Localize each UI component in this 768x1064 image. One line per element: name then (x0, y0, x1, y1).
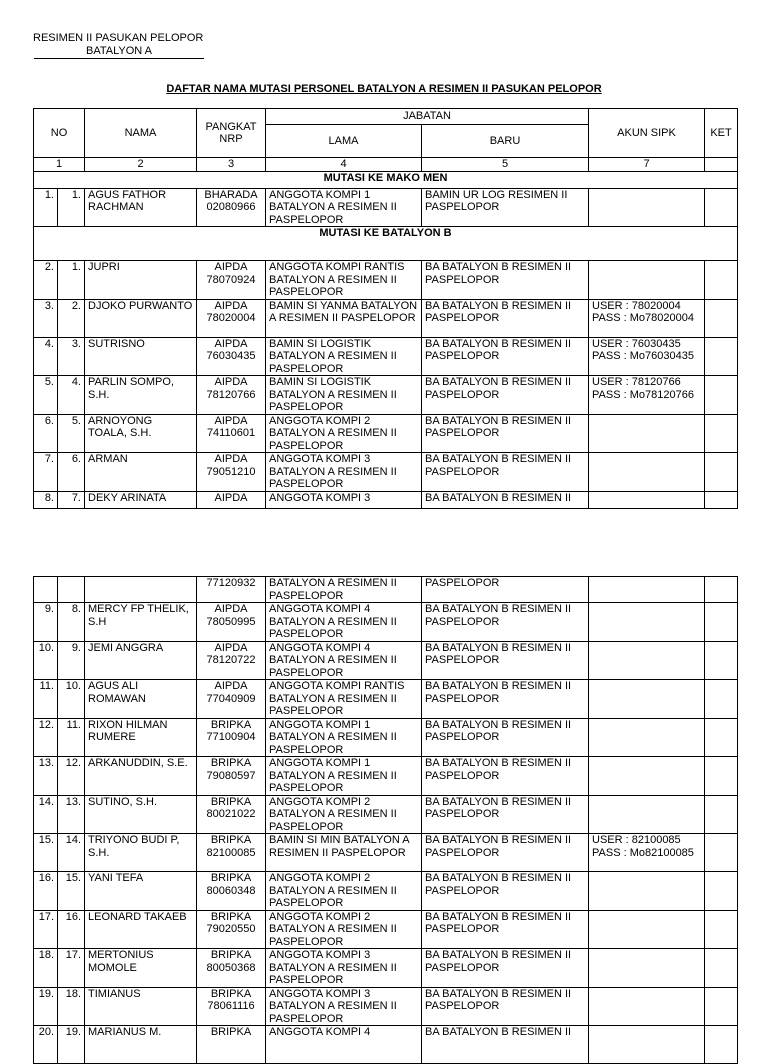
row-nama: MARIANUS M. (85, 1026, 197, 1064)
row-nrp: 77040909 (206, 692, 256, 705)
col-nama: NAMA (85, 109, 197, 158)
row-sub-number: 19. (58, 1026, 85, 1064)
row-pangkat-nrp (197, 757, 266, 796)
col-baru: BARU (422, 125, 589, 158)
row-pangkat-nrp (197, 261, 266, 300)
row-nama: MERTONIUS MOMOLE (85, 949, 197, 988)
table-row (34, 718, 738, 757)
row-nrp: 77120932 (206, 577, 256, 589)
row-pangkat: AIPDA (214, 603, 248, 615)
row-pangkat-nrp (197, 414, 266, 453)
row-akun-sipk: USER : 82100085 PASS : Mo82100085 (589, 834, 705, 872)
row-nrp: 82100085 (206, 846, 256, 859)
row-ket (705, 376, 738, 415)
row-ket (705, 795, 738, 834)
row-jabatan-baru: BA BATALYON B RESIMEN II PASPELOPOR (422, 603, 589, 642)
row-number: 11. (34, 680, 58, 719)
row-pangkat-nrp (197, 872, 266, 911)
row-number: 4. (34, 337, 58, 376)
row-jabatan-lama: ANGGOTA KOMPI RANTIS BATALYON A RESIMEN II PASPELOPOR (266, 261, 422, 300)
row-number: 20. (34, 1026, 58, 1064)
row-ket (705, 949, 738, 988)
row-number: 19. (34, 987, 58, 1026)
row-nrp: 79020550 (206, 923, 256, 936)
row-pangkat: BRIPKA (210, 872, 252, 885)
row-ket (705, 299, 738, 337)
row-akun-sipk (589, 453, 705, 492)
row-ket (705, 718, 738, 757)
row-pangkat: AIPDA (214, 491, 248, 504)
row-pangkat-nrp (197, 577, 266, 603)
row-number: 13. (34, 757, 58, 796)
row-pangkat-nrp (197, 987, 266, 1026)
row-ket (705, 261, 738, 300)
row-akun-sipk (589, 641, 705, 680)
col-no: NO (34, 109, 85, 158)
table-row (34, 910, 738, 949)
row-number: 7. (34, 453, 58, 492)
row-nrp: 78070924 (206, 273, 256, 286)
col-num-5: 5 (422, 158, 589, 172)
row-jabatan-baru: BA BATALYON B RESIMEN II PASPELOPOR (422, 949, 589, 988)
row-akun-sipk (589, 577, 705, 603)
header-underline (34, 58, 204, 59)
row-jabatan-lama: ANGGOTA KOMPI 2 BATALYON A RESIMEN II PASPELOPOR (266, 414, 422, 453)
row-nama: ARNOYONG TOALA, S.H. (85, 414, 197, 453)
row-sub-number: 16. (58, 910, 85, 949)
row-pangkat-nrp (197, 910, 266, 949)
row-jabatan-lama: ANGGOTA KOMPI 2 BATALYON A RESIMEN II PASPELOPOR (266, 910, 422, 949)
table-row (34, 261, 738, 300)
row-jabatan-baru: BA BATALYON B RESIMEN II PASPELOPOR (422, 718, 589, 757)
row-jabatan-baru: BA BATALYON B RESIMEN II PASPELOPOR (422, 795, 589, 834)
row-nama: MERCY FP THELIK, S.H (85, 603, 197, 642)
row-sub-number: 6. (58, 453, 85, 492)
row-nrp: 79080597 (206, 769, 256, 782)
table-row (34, 1026, 738, 1064)
row-akun-sipk (589, 872, 705, 911)
row-pangkat-nrp (197, 949, 266, 988)
row-jabatan-lama: ANGGOTA KOMPI 3 (266, 491, 422, 508)
table-row (34, 834, 738, 872)
row-nrp: 78061116 (207, 1000, 255, 1013)
row-nama: AGUS ALI ROMAWAN (85, 680, 197, 719)
row-pangkat: BRIPKA (210, 795, 252, 808)
row-pangkat-nrp (197, 718, 266, 757)
row-number: 2. (34, 261, 58, 300)
row-number: 10. (34, 641, 58, 680)
row-jabatan-baru: BAMIN UR LOG RESIMEN II PASPELOPOR (422, 188, 589, 227)
row-pangkat: BHARADA (204, 188, 258, 201)
row-pangkat: BRIPKA (210, 949, 252, 962)
document-title: DAFTAR NAMA MUTASI PERSONEL BATALYON A RESIMEN II PASUKAN PELOPOR (166, 83, 602, 95)
row-pangkat: BRIPKA (210, 1026, 252, 1039)
row-jabatan-lama: ANGGOTA KOMPI 3 BATALYON A RESIMEN II PASPELOPOR (266, 987, 422, 1026)
row-number: 14. (34, 795, 58, 834)
row-pangkat-nrp (197, 337, 266, 376)
row-jabatan-baru: BA BATALYON B RESIMEN II PASPELOPOR (422, 987, 589, 1026)
row-jabatan-lama: ANGGOTA KOMPI 1 BATALYON A RESIMEN II PASPELOPOR (266, 188, 422, 227)
row-pangkat: BRIPKA (210, 987, 252, 1000)
row-nama: TIMIANUS (85, 987, 197, 1026)
table-row (34, 337, 738, 376)
battalion-name: BATALYON A (85, 45, 153, 57)
row-nama: SUTRISNO (85, 337, 197, 376)
col-nrp: NRP (219, 133, 243, 145)
row-nama: JEMI ANGGRA (85, 641, 197, 680)
row-number: 6. (34, 414, 58, 453)
mutation-table-page-1 (33, 108, 738, 509)
col-jabatan: JABATAN (266, 109, 589, 125)
row-pangkat-nrp (197, 603, 266, 642)
row-pangkat-nrp (197, 795, 266, 834)
row-nrp: 76030435 (206, 350, 256, 363)
row-ket (705, 337, 738, 376)
row-jabatan-lama: ANGGOTA KOMPI 4 BATALYON A RESIMEN II PASPELOPOR (266, 603, 422, 642)
row-pangkat-nrp (197, 680, 266, 719)
row-pangkat-nrp (197, 1026, 266, 1064)
section-mako-men: MUTASI KE MAKO MEN (34, 171, 738, 188)
row-ket (705, 987, 738, 1026)
row-jabatan-lama: ANGGOTA KOMPI 3 BATALYON A RESIMEN II PASPELOPOR (266, 453, 422, 492)
table-row (34, 757, 738, 796)
row-nrp: 77100904 (206, 731, 256, 743)
row-sub-number: 3. (58, 337, 85, 376)
col-num-7: 7 (589, 158, 705, 172)
row-nama: JUPRI (85, 261, 197, 300)
row-nama (85, 577, 197, 603)
table-row (34, 795, 738, 834)
row-number: 8. (34, 491, 58, 508)
row-jabatan-baru: BA BATALYON B RESIMEN II PASPELOPOR (422, 376, 589, 415)
table-row (34, 949, 738, 988)
table-row (34, 577, 738, 603)
row-akun-sipk (589, 987, 705, 1026)
table-row (34, 299, 738, 337)
row-akun-sipk (589, 910, 705, 949)
table-row (34, 603, 738, 642)
row-akun-sipk: USER : 76030435 PASS : Mo76030435 (589, 337, 705, 376)
row-ket (705, 188, 738, 227)
row-jabatan-lama: ANGGOTA KOMPI 4 BATALYON A RESIMEN II PASPELOPOR (266, 641, 422, 680)
row-pangkat: BRIPKA (210, 910, 252, 923)
table-row (34, 491, 738, 508)
unit-name: RESIMEN II PASUKAN PELOPOR (33, 32, 204, 44)
row-jabatan-lama: ANGGOTA KOMPI 3 BATALYON A RESIMEN II PASPELOPOR (266, 949, 422, 988)
row-akun-sipk (589, 949, 705, 988)
row-pangkat-nrp (197, 834, 266, 872)
row-sub-number: 15. (58, 872, 85, 911)
row-nrp: 78120722 (206, 654, 256, 666)
row-jabatan-baru: BA BATALYON B RESIMEN II (422, 491, 589, 508)
row-pangkat: AIPDA (214, 337, 248, 350)
table-row (34, 987, 738, 1026)
col-num-4: 4 (266, 158, 422, 172)
row-nama: DEKY ARINATA (85, 491, 197, 508)
row-nama: LEONARD TAKAEB (85, 910, 197, 949)
row-jabatan-baru: BA BATALYON B RESIMEN II PASPELOPOR (422, 641, 589, 680)
row-sub-number: 13. (58, 795, 85, 834)
col-num-3: 3 (197, 158, 266, 172)
row-akun-sipk (589, 680, 705, 719)
row-ket (705, 641, 738, 680)
row-pangkat: BRIPKA (210, 718, 252, 731)
row-jabatan-lama: ANGGOTA KOMPI RANTIS BATALYON A RESIMEN II PASPELOPOR (266, 680, 422, 719)
row-nrp: 79051210 (206, 465, 256, 478)
row-sub-number: 4. (58, 376, 85, 415)
row-akun-sipk (589, 603, 705, 642)
row-akun-sipk (589, 188, 705, 227)
row-pangkat: AIPDA (214, 299, 248, 312)
row-ket (705, 1026, 738, 1064)
row-jabatan-baru: BA BATALYON B RESIMEN II PASPELOPOR (422, 299, 589, 337)
row-sub-number: 11. (58, 718, 85, 757)
row-jabatan-lama: ANGGOTA KOMPI 1 BATALYON A RESIMEN II PASPELOPOR (266, 718, 422, 757)
row-nama: RIXON HILMAN RUMERE (85, 718, 197, 757)
row-pangkat-nrp (197, 299, 266, 337)
row-jabatan-baru: BA BATALYON B RESIMEN II PASPELOPOR (422, 414, 589, 453)
col-num-1: 1 (34, 158, 85, 172)
row-jabatan-baru: BA BATALYON B RESIMEN II PASPELOPOR (422, 337, 589, 376)
row-pangkat: BRIPKA (210, 757, 252, 769)
col-ket: KET (705, 109, 738, 158)
col-akun-sipk: AKUN SIPK (589, 109, 705, 158)
table-row (34, 414, 738, 453)
row-pangkat-nrp (197, 376, 266, 415)
row-pangkat: AIPDA (214, 453, 248, 466)
row-nrp: 74110601 (206, 427, 256, 440)
row-jabatan-lama: BAMIN SI LOGISTIK BATALYON A RESIMEN II PASPELOPOR (266, 376, 422, 415)
row-pangkat: BRIPKA (210, 834, 252, 846)
row-ket (705, 577, 738, 603)
row-number: 16. (34, 872, 58, 911)
table-row (34, 641, 738, 680)
row-akun-sipk: USER : 78020004 PASS : Mo78020004 (589, 299, 705, 337)
row-number: 1. (34, 188, 58, 227)
row-akun-sipk (589, 795, 705, 834)
row-ket (705, 453, 738, 492)
row-jabatan-lama: BAMIN SI YANMA BATALYON A RESIMEN II PASPELOPOR (266, 299, 422, 337)
row-jabatan-lama: ANGGOTA KOMPI 2 BATALYON A RESIMEN II PASPELOPOR (266, 872, 422, 911)
row-sub-number: 1. (58, 261, 85, 300)
col-num-2: 2 (85, 158, 197, 172)
row-akun-sipk (589, 261, 705, 300)
row-number: 15. (34, 834, 58, 872)
row-nama: YANI TEFA (85, 872, 197, 911)
mutation-table-page-2 (33, 576, 738, 1064)
row-nrp: 02080966 (206, 201, 256, 213)
row-jabatan-baru: BA BATALYON B RESIMEN II PASPELOPOR (422, 453, 589, 492)
row-number: 9. (34, 603, 58, 642)
row-sub-number: 2. (58, 299, 85, 337)
col-num-ket (705, 158, 738, 172)
row-ket (705, 910, 738, 949)
row-nama: SUTINO, S.H. (85, 795, 197, 834)
row-jabatan-lama: ANGGOTA KOMPI 4 (266, 1026, 422, 1064)
row-jabatan-baru: PASPELOPOR (422, 577, 589, 603)
row-nrp: 78050995 (206, 615, 256, 628)
row-sub-number: 5. (58, 414, 85, 453)
row-number: 12. (34, 718, 58, 757)
row-nrp: 80060348 (206, 884, 256, 897)
row-number: 17. (34, 910, 58, 949)
row-number (34, 577, 58, 603)
row-akun-sipk (589, 757, 705, 796)
table-row (34, 188, 738, 227)
row-sub-number: 12. (58, 757, 85, 796)
row-sub-number: 9. (58, 641, 85, 680)
row-sub-number: 7. (58, 491, 85, 508)
row-jabatan-baru: BA BATALYON B RESIMEN II PASPELOPOR (422, 680, 589, 719)
row-ket (705, 680, 738, 719)
row-nrp: 80050368 (206, 961, 256, 974)
row-jabatan-lama: ANGGOTA KOMPI 1 BATALYON A RESIMEN II PASPELOPOR (266, 757, 422, 796)
row-akun-sipk (589, 718, 705, 757)
row-pangkat: AIPDA (214, 376, 248, 389)
row-sub-number (58, 577, 85, 603)
table-row (34, 376, 738, 415)
row-pangkat: AIPDA (214, 680, 248, 692)
row-pangkat: AIPDA (214, 641, 248, 654)
row-pangkat-nrp (197, 641, 266, 680)
row-number: 3. (34, 299, 58, 337)
row-ket (705, 491, 738, 508)
row-ket (705, 872, 738, 911)
row-jabatan-lama: BAMIN SI MIN BATALYON A RESIMEN II PASPELOPOR (266, 834, 422, 872)
row-number: 18. (34, 949, 58, 988)
row-nrp: 78020004 (206, 312, 256, 324)
row-jabatan-lama: BAMIN SI LOGISTIK BATALYON A RESIMEN II PASPELOPOR (266, 337, 422, 376)
section-batalyon-b: MUTASI KE BATALYON B (34, 227, 738, 261)
row-jabatan-baru: BA BATALYON B RESIMEN II PASPELOPOR (422, 910, 589, 949)
row-akun-sipk: USER : 78120766 PASS : Mo78120766 (589, 376, 705, 415)
table-row (34, 680, 738, 719)
row-pangkat: AIPDA (214, 414, 248, 427)
row-akun-sipk (589, 491, 705, 508)
row-pangkat: AIPDA (214, 261, 248, 273)
row-jabatan-baru: BA BATALYON B RESIMEN II PASPELOPOR (422, 261, 589, 300)
row-akun-sipk (589, 414, 705, 453)
row-nama: TRIYONO BUDI P, S.H. (85, 834, 197, 872)
row-ket (705, 414, 738, 453)
row-jabatan-baru: BA BATALYON B RESIMEN II (422, 1026, 589, 1064)
row-nama: ARMAN (85, 453, 197, 492)
col-lama: LAMA (266, 125, 422, 158)
row-sub-number: 18. (58, 987, 85, 1026)
row-sub-number: 10. (58, 680, 85, 719)
row-jabatan-lama: BATALYON A RESIMEN II PASPELOPOR (266, 577, 422, 603)
table-row (34, 453, 738, 492)
row-jabatan-baru: BA BATALYON B RESIMEN II PASPELOPOR (422, 757, 589, 796)
row-pangkat-nrp (197, 453, 266, 492)
unit-header (33, 32, 205, 58)
row-pangkat-nrp (197, 188, 266, 227)
row-jabatan-baru: BA BATALYON B RESIMEN II PASPELOPOR (422, 834, 589, 872)
row-number: 5. (34, 376, 58, 415)
row-pangkat-nrp (197, 491, 266, 508)
row-nama: ARKANUDDIN, S.E. (85, 757, 197, 796)
row-nama: DJOKO PURWANTO (85, 299, 197, 337)
col-pangkat-nrp (197, 109, 266, 158)
row-jabatan-baru: BA BATALYON B RESIMEN II PASPELOPOR (422, 872, 589, 911)
row-sub-number: 17. (58, 949, 85, 988)
row-ket (705, 603, 738, 642)
row-nrp: 78120766 (206, 388, 256, 401)
row-sub-number: 1. (58, 188, 85, 227)
row-ket (705, 757, 738, 796)
table-row (34, 872, 738, 911)
row-ket (705, 834, 738, 872)
row-nama: AGUS FATHOR RACHMAN (85, 188, 197, 227)
row-sub-number: 8. (58, 603, 85, 642)
row-nama: PARLIN SOMPO, S.H. (85, 376, 197, 415)
col-pangkat: PANGKAT (205, 120, 257, 133)
row-nrp: 80021022 (206, 808, 256, 820)
row-sub-number: 14. (58, 834, 85, 872)
row-akun-sipk (589, 1026, 705, 1064)
row-jabatan-lama: ANGGOTA KOMPI 2 BATALYON A RESIMEN II PASPELOPOR (266, 795, 422, 834)
